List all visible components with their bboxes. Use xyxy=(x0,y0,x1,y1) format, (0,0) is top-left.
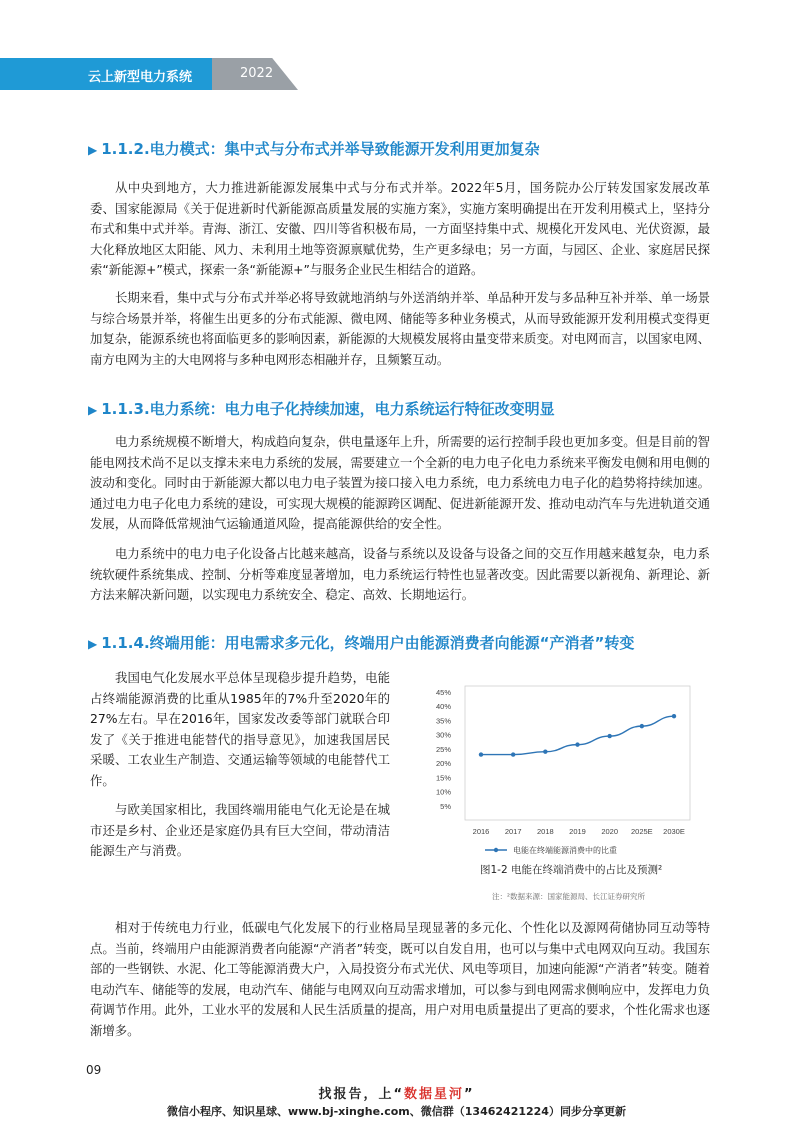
y-tick-label: 35% xyxy=(435,716,451,726)
data-point xyxy=(479,752,483,756)
x-tick-label: 2020 xyxy=(601,827,619,836)
footer-promo: 找报告，上“数据星河” xyxy=(318,1087,475,1102)
x-tick-label: 2025E xyxy=(630,827,653,836)
legend-label: 电能在终端能源消费中的比重 xyxy=(513,846,617,855)
section-title-1-1-3: ▶ 1.1.3.电力系统：电力电子化持续加速，电力系统运行特征改变明显 xyxy=(88,400,555,418)
legend-marker xyxy=(494,848,498,852)
triangle-bullet-icon: ▶ xyxy=(88,637,98,651)
x-tick-label: 2030E xyxy=(663,827,685,836)
section-title-1-1-4: ▶ 1.1.4.终端用能：用电需求多元化，终端用户由能源消费者向能源“产消者”转变 xyxy=(88,634,635,652)
header-title: 云上新型电力系统 xyxy=(88,70,193,85)
paragraph: 电力系统中的电力电子化设备占比越来越高，设备与系统以及设备与设备之间的交互作用越来越复杂，电力系统软硬件系统集成、控制、分析等难度显著增加，电力系统运行特性也显著改变。因此需要以新视角、新理论、新方法来解决新问题，以实现电力系统安全、稳定、高效、长期地运行。 xyxy=(90,546,710,602)
section-title-1-1-2: ▶ 1.1.2.电力模式：集中式与分布式并举导致能源开发利用更加复杂 xyxy=(88,140,540,158)
chart-svg xyxy=(425,680,700,860)
data-point xyxy=(543,750,547,754)
y-tick-label: 20% xyxy=(435,759,451,769)
x-tick-label: 2017 xyxy=(504,827,522,836)
header-band xyxy=(0,58,300,90)
y-tick-label: 15% xyxy=(435,773,451,783)
series-line xyxy=(481,716,674,754)
data-point xyxy=(607,734,611,738)
y-tick-label: 45% xyxy=(435,688,451,697)
brand-name: 数据星河 xyxy=(403,1087,464,1102)
paragraph: 相对于传统电力行业，低碳电气化发展下的行业格局呈现显著的多元化、个性化以及源网荷储协同互动等特点。当前，终端用户由能源消费者向能源“产消者”转变，既可以自发自用，也可以与集中式电网双向互动。我国东部的一些钢铁、水泥、化工等能源消费大户，入局投资分布式光伏、风电等项目，加速向能源“产消者”转变。随着电动汽车、储能等的发展，电动汽车、储能与电网双向互动需求增加，可以参与到电网需求侧响应中，发挥电力负荷调节作用。此外，工业水平的发展和人民生活质量的提高，用户对用电质量提出了更高的要求，个性化需求也逐渐增多。 xyxy=(90,920,710,1038)
chart-caption: 图1-2 电能在终端消费中的占比及预测² xyxy=(480,864,663,876)
triangle-bullet-icon: ▶ xyxy=(88,403,98,417)
x-tick-label: 2018 xyxy=(536,827,554,836)
paragraph: 我国电气化发展水平总体呈现稳步提升趋势，电能占终端能源消费的比重从1985年的7%升至2020年的27%左右。早在2016年，国家发改委等部门就联合印发了《关于推进电能替代的指导意见》，加速我国居民采暖、工农业生产制造、交通运输等领域的电能替代工作。 xyxy=(90,670,390,788)
data-point xyxy=(672,714,676,718)
paragraph: 电力系统规模不断增大，构成趋向复杂，供电量逐年上升，所需要的运行控制手段也更加多变。但是目前的智能电网技术尚不足以支撑未来电力系统的发展，需要建立一个全新的电力电子化电力系统来平衡发电侧和用电侧的波动和变化。同时由于新能源大都以电力电子装置为接口接入电力系统，电力系统电力电子化的趋势将持续加速。通过电力电子化电力系统的建设，可实现大规模的能源跨区调配、促进新能源开发、推动电动汽车与先进轨道交通发展，从而降低常规油气运输通道风险，提高能源供给的安全性。 xyxy=(90,434,710,531)
footer-channels: 微信小程序、知识星球、www.bj-xinghe.com、微信群（13462421224）同步分享更新 xyxy=(167,1105,626,1118)
line-chart xyxy=(425,680,700,860)
data-point xyxy=(575,742,579,746)
x-tick-label: 2016 xyxy=(472,827,490,836)
data-point xyxy=(640,724,644,728)
triangle-bullet-icon: ▶ xyxy=(88,143,98,157)
paragraph: 长期来看，集中式与分布式并举必将导致就地消纳与外送消纳并举、单品种开发与多品种互补并举、单一场景与综合场景并举，将催生出更多的分布式能源、微电网、储能等多种业务模式，从而导致能源开发利用模式变得更加复杂，能源系统也将面临更多的影响因素，新能源的大规模发展将由量变带来质变。对电网而言，以国家电网、南方电网为主的大电网将与多种电网形态相融并存，且频繁互动。 xyxy=(90,290,710,367)
paragraph: 从中央到地方，大力推进新能源发展集中式与分布式并举。2022年5月，国务院办公厅转发国家发展改革委、国家能源局《关于促进新时代新能源高质量发展的实施方案》，实施方案明确提出在开发利用模式上，坚持分布式和集中式并举。青海、浙江、安徽、四川等省积极布局，一方面坚持集中式、规模化开发风电、光伏资源，最大化释放地区太阳能、风力、未利用土地等资源禀赋优势，生产更多绿电；另一方面，与园区、企业、家庭居民探索“新能源+”模式，探索一条“新能源+”与服务企业民生相结合的道路。 xyxy=(90,180,710,277)
chart-note: 注：²数据来源：国家能源局、长江证券研究所 xyxy=(492,892,646,901)
page-number: 09 xyxy=(86,1063,102,1077)
x-tick-label: 2019 xyxy=(569,827,586,836)
header-year: 2022 xyxy=(240,66,274,81)
y-tick-label: 25% xyxy=(435,744,451,754)
plot-frame xyxy=(465,686,690,820)
y-tick-label: 10% xyxy=(435,787,451,797)
y-tick-label: 30% xyxy=(435,730,451,740)
y-tick-label: 5% xyxy=(440,801,451,811)
data-point xyxy=(511,752,515,756)
y-tick-label: 40% xyxy=(435,702,451,712)
paragraph: 与欧美国家相比，我国终端用能电气化无论是在城市还是乡村、企业还是家庭仍具有巨大空间，带动清洁能源生产与消费。 xyxy=(90,802,390,858)
